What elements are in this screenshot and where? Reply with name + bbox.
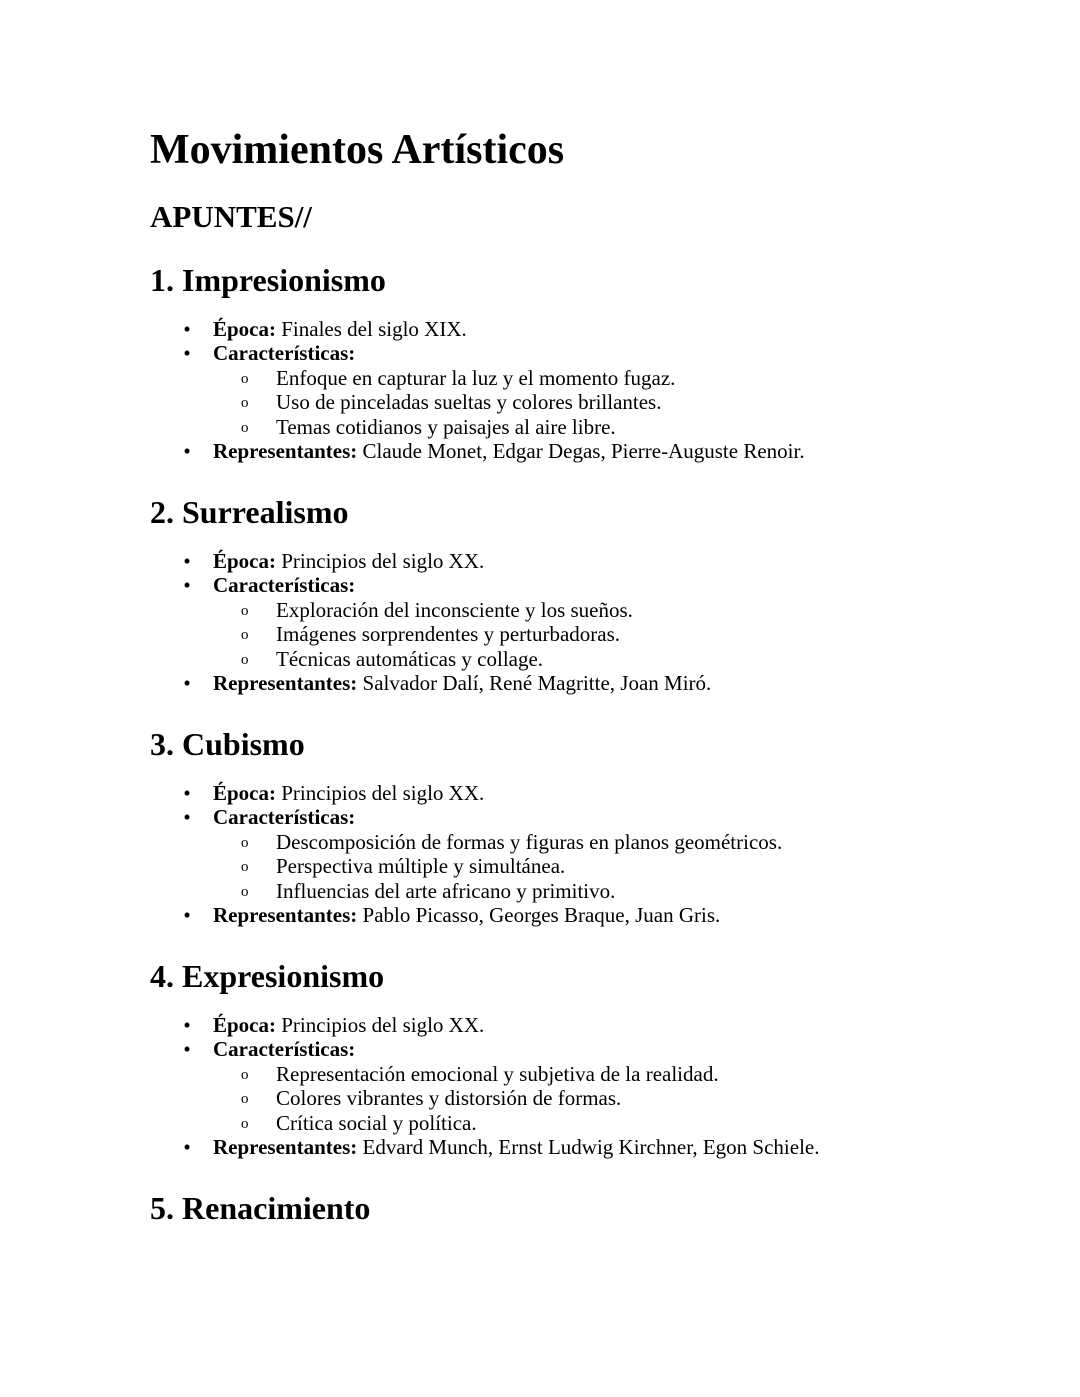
caracteristicas-list <box>213 366 1030 439</box>
section-heading: 5. Renacimiento <box>150 1190 371 1226</box>
caracteristicas-item <box>150 1037 1030 1135</box>
caracteristica-item <box>213 830 1030 854</box>
representantes-item <box>150 671 1030 695</box>
section-heading: 4. Expresionismo <box>150 958 385 994</box>
representantes-value: Pablo Picasso, Georges Braque, Juan Gris. <box>357 903 721 928</box>
epoca-label: Época: <box>213 781 276 805</box>
representantes-label: Representantes: <box>213 1135 358 1160</box>
epoca-item <box>150 317 1030 341</box>
caracteristica-text: Perspectiva múltiple y simultánea. <box>276 854 566 879</box>
epoca-item <box>150 549 1030 573</box>
caracteristica-text: Exploración del inconsciente y los sueños. <box>276 597 633 622</box>
representantes-item <box>150 903 1030 927</box>
document-title: Movimientos Artísticos <box>150 127 565 173</box>
caracteristicas-item <box>150 341 1030 439</box>
representantes-value: Claude Monet, Edgar Degas, Pierre-Auguste Renoir. <box>357 439 805 464</box>
caracteristica-item <box>213 390 1030 414</box>
epoca-value: Finales del siglo XIX. <box>276 317 467 341</box>
epoca-item <box>150 781 1030 805</box>
caracteristica-text: Temas cotidianos y paisajes al aire libre. <box>276 414 616 439</box>
epoca-label: Época: <box>213 1013 276 1037</box>
document-subtitle: APUNTES// <box>150 199 312 234</box>
bullet-icon: • <box>183 317 191 341</box>
bullet-icon: • <box>183 805 191 830</box>
circle-bullet-icon: o <box>241 859 249 876</box>
epoca-value: Principios del siglo XX. <box>276 1013 485 1037</box>
caracteristica-item <box>213 1086 1030 1110</box>
representantes-item <box>150 1135 1030 1159</box>
caracteristicas-list <box>213 1062 1030 1135</box>
caracteristica-item <box>213 598 1030 622</box>
bullet-icon: • <box>183 341 191 366</box>
caracteristica-text: Representación emocional y subjetiva de la realidad. <box>276 1061 719 1086</box>
caracteristica-text: Imágenes sorprendentes y perturbadoras. <box>276 622 621 647</box>
section-surrealismo <box>150 494 1030 696</box>
caracteristicas-item <box>150 805 1030 903</box>
bullet-icon: • <box>183 1135 191 1160</box>
section-heading: 2. Surrealismo <box>150 494 349 530</box>
section-list <box>150 549 1030 695</box>
representantes-item <box>150 439 1030 463</box>
caracteristica-item <box>213 415 1030 439</box>
section-list <box>150 1013 1030 1159</box>
circle-bullet-icon: o <box>241 1091 249 1108</box>
bullet-icon: • <box>183 903 191 928</box>
epoca-label: Época: <box>213 317 276 341</box>
caracteristica-text: Técnicas automáticas y collage. <box>276 646 544 671</box>
section-renacimiento <box>150 1190 1030 1226</box>
circle-bullet-icon: o <box>241 1066 249 1083</box>
circle-bullet-icon: o <box>241 602 249 619</box>
caracteristica-text: Crítica social y política. <box>276 1110 477 1135</box>
bullet-icon: • <box>183 1037 191 1062</box>
bullet-icon: • <box>183 781 191 805</box>
circle-bullet-icon: o <box>241 395 249 412</box>
representantes-label: Representantes: <box>213 439 358 464</box>
representantes-label: Representantes: <box>213 671 358 696</box>
caracteristica-text: Colores vibrantes y distorsión de formas. <box>276 1086 622 1111</box>
caracteristica-item <box>213 879 1030 903</box>
caracteristica-text: Uso de pinceladas sueltas y colores brillantes. <box>276 390 662 415</box>
section-impresionismo <box>150 262 1030 464</box>
circle-bullet-icon: o <box>241 651 249 668</box>
section-list <box>150 317 1030 463</box>
caracteristicas-label: Características: <box>213 341 356 366</box>
circle-bullet-icon: o <box>241 1115 249 1132</box>
circle-bullet-icon: o <box>241 834 249 851</box>
epoca-item <box>150 1013 1030 1037</box>
representantes-label: Representantes: <box>213 903 358 928</box>
bullet-icon: • <box>183 573 191 598</box>
section-heading: 3. Cubismo <box>150 726 305 762</box>
circle-bullet-icon: o <box>241 370 249 387</box>
caracteristicas-item <box>150 573 1030 671</box>
caracteristica-text: Enfoque en capturar la luz y el momento fugaz. <box>276 365 676 390</box>
caracteristica-item <box>213 854 1030 878</box>
epoca-value: Principios del siglo XX. <box>276 781 485 805</box>
representantes-value: Edvard Munch, Ernst Ludwig Kirchner, Egon Schiele. <box>357 1135 820 1160</box>
caracteristica-item <box>213 1111 1030 1135</box>
caracteristica-text: Influencias del arte africano y primitivo. <box>276 878 616 903</box>
caracteristicas-list <box>213 598 1030 671</box>
bullet-icon: • <box>183 1013 191 1037</box>
caracteristica-item <box>213 366 1030 390</box>
circle-bullet-icon: o <box>241 883 249 900</box>
epoca-value: Principios del siglo XX. <box>276 549 485 573</box>
caracteristicas-label: Características: <box>213 1037 356 1062</box>
representantes-value: Salvador Dalí, René Magritte, Joan Miró. <box>357 671 712 696</box>
caracteristica-text: Descomposición de formas y figuras en planos geométricos. <box>276 829 783 854</box>
section-list <box>150 781 1030 927</box>
bullet-icon: • <box>183 671 191 696</box>
caracteristicas-label: Características: <box>213 573 356 598</box>
epoca-label: Época: <box>213 549 276 573</box>
circle-bullet-icon: o <box>241 627 249 644</box>
bullet-icon: • <box>183 549 191 573</box>
circle-bullet-icon: o <box>241 419 249 436</box>
caracteristica-item <box>213 622 1030 646</box>
caracteristicas-label: Características: <box>213 805 356 830</box>
section-cubismo <box>150 726 1030 928</box>
section-expresionismo <box>150 958 1030 1160</box>
caracteristicas-list <box>213 830 1030 903</box>
caracteristica-item <box>213 1062 1030 1086</box>
bullet-icon: • <box>183 439 191 464</box>
caracteristica-item <box>213 647 1030 671</box>
section-heading: 1. Impresionismo <box>150 262 386 298</box>
